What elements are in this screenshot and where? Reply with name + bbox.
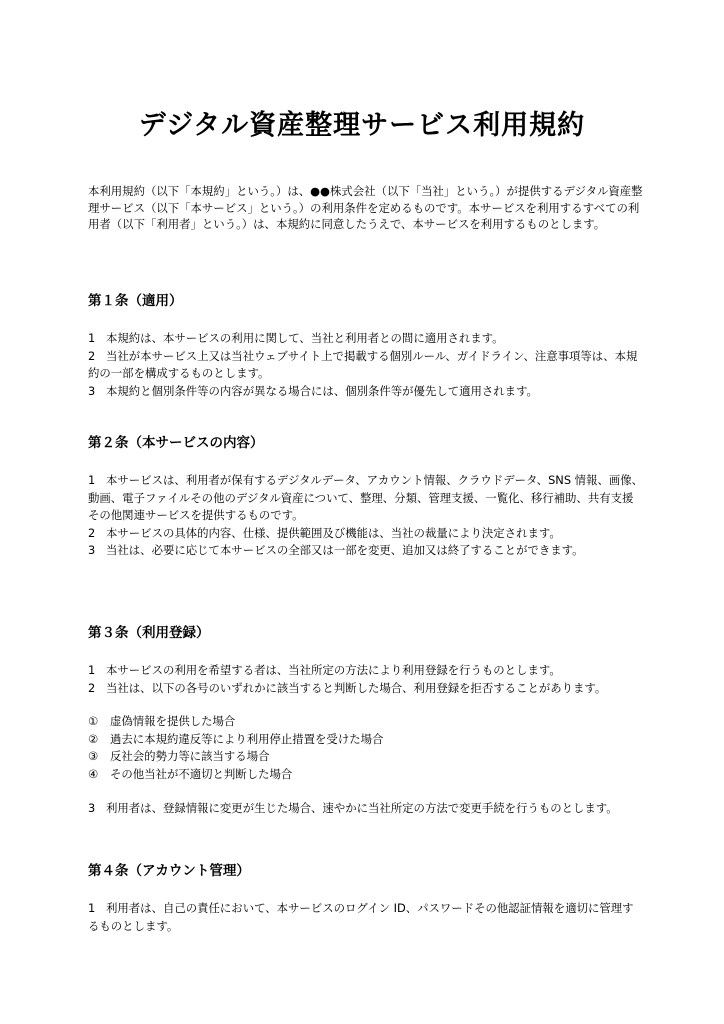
item-list: [88, 713, 644, 783]
article-paragraph: [88, 472, 644, 525]
item-marker: ①: [88, 714, 99, 729]
article-heading: 第２条（本サービスの内容）: [88, 435, 264, 451]
paragraph-number: 1: [88, 901, 96, 915]
paragraph-text: 本規約と個別条件等の内容が異なる場合には、個別条件等が優先して適用されます。: [106, 383, 538, 398]
article-paragraph: [88, 662, 644, 680]
article-3: [88, 624, 644, 817]
item-text: 虚偽情報を提供した場合: [110, 714, 236, 729]
item-text: その他当社が不適切と判断した場合: [110, 766, 293, 781]
spacer: [88, 697, 644, 713]
paragraph-number: 1: [88, 473, 96, 487]
article-2: [88, 434, 644, 560]
article-heading: 第１条（適用）: [88, 293, 183, 309]
paragraph-text: 本規約は、本サービスの利用に関して、当社と利用者との間に適用されます。: [106, 331, 504, 345]
article-heading: 第３条（利用登録）: [88, 625, 210, 641]
list-item: [88, 748, 644, 766]
paragraph-text: 本サービスは、利用者が保有するデジタルデータ、アカウント情報、クラウドデータ、SNS 情報、画像、動画、電子ファイルその他のデジタル資産について、整理、分類、管理支援、一覧化、移行補助、共有支援その他関連サービスを提供するものです。: [88, 473, 644, 523]
paragraph-text: 当社は、以下の各号のいずれかに該当すると判断した場合、利用登録を拒否することがあります。: [106, 680, 607, 695]
paragraph-text: 利用者は、自己の責任において、本サービスのログイン ID、パスワードその他認証情報を適切に管理するものとします。: [88, 901, 634, 933]
paragraph-number: 3: [88, 383, 96, 398]
article-heading: 第４条（アカウント管理）: [88, 863, 250, 879]
list-item: [88, 766, 644, 784]
paragraph-number: 2: [88, 525, 96, 540]
paragraph-number: 3: [88, 543, 96, 558]
item-marker: ③: [88, 749, 99, 764]
paragraph-text: 利用者は、登録情報に変更が生じた場合、速やかに当社所定の方法で変更手続を行うものとします。: [106, 800, 618, 815]
article-paragraph: [88, 800, 644, 818]
list-item: [88, 731, 644, 749]
article-paragraph: [88, 525, 644, 543]
list-item: [88, 713, 644, 731]
article-paragraph: [88, 383, 644, 401]
paragraph-number: 2: [88, 680, 96, 695]
item-text: 反社会的勢力等に該当する場合: [110, 749, 270, 764]
item-text: 過去に本規約違反等により利用停止措置を受けた場合: [110, 731, 384, 746]
article-paragraph: [88, 330, 644, 348]
article-paragraph: [88, 680, 644, 698]
paragraph-text: 本サービスの利用を希望する者は、当社所定の方法により利用登録を行うものとします。: [106, 663, 561, 677]
paragraph-number: 3: [88, 800, 96, 815]
paragraph-number: 1: [88, 663, 96, 677]
article-paragraph: [88, 900, 644, 935]
article-paragraph: [88, 348, 644, 383]
paragraph-number: 1: [88, 331, 96, 345]
spacer: [88, 784, 644, 800]
item-marker: ②: [88, 731, 99, 746]
article-paragraph: [88, 542, 644, 560]
paragraph-text: 当社が本サービス上又は当社ウェブサイト上で掲載する個別ルール、ガイドライン、注意事項等は、本規約の一部を構成するものとします。: [88, 348, 638, 381]
intro-paragraph: 本利用規約（以下「本規約」という。）は、●●株式会社（以下「当社」という。）が提供するデジタル資産整理サービス（以下「本サービス」という。）の利用条件を定めるものです。本サービスを利用するすべての利用者（以下「利用者」という。）は、本規約に同意したうえで、本サービスを利用するものとします。: [88, 184, 643, 232]
article-1: [88, 292, 644, 400]
paragraph-text: 当社は、必要に応じて本サービスの全部又は一部を変更、追加又は終了することができます。: [106, 543, 584, 558]
paragraph-number: 2: [88, 348, 96, 363]
item-marker: ④: [88, 766, 99, 781]
article-4: [88, 862, 644, 935]
document-title: デジタル資産整理サービス利用規約: [138, 110, 586, 141]
paragraph-text: 本サービスの具体的内容、仕様、提供範囲及び機能は、当社の裁量により決定されます。: [106, 525, 561, 540]
